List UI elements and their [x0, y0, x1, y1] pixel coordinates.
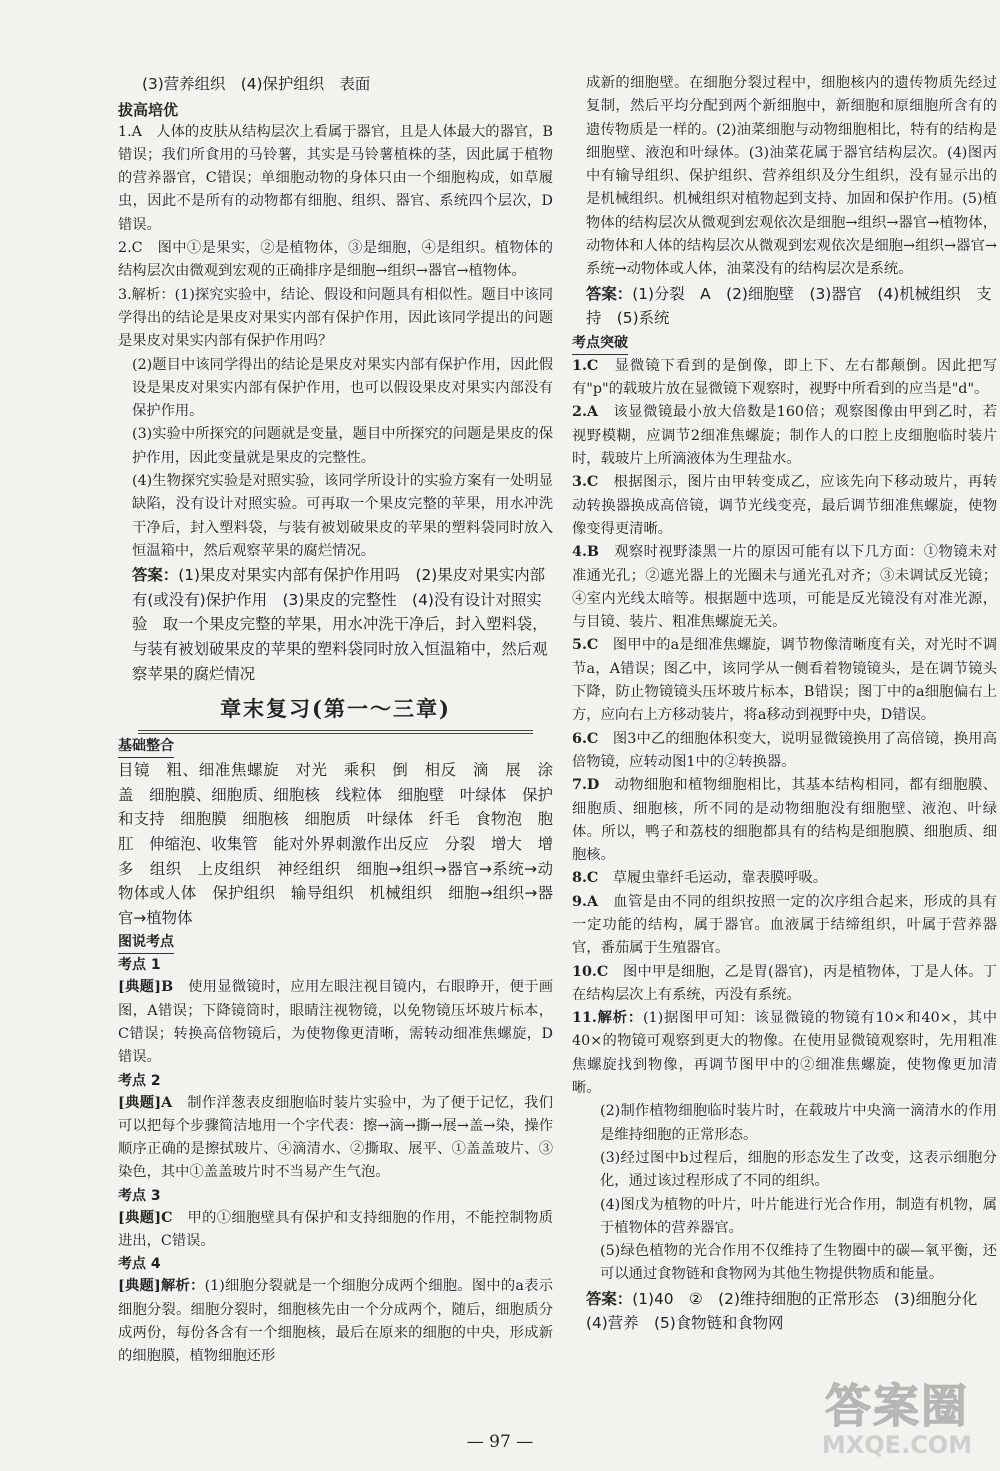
tupo-item: 8.C 草履虫靠纤毛运动，靠表膜呼吸。 [572, 870, 828, 887]
right-column [572, 72, 997, 1336]
answer-block [118, 563, 553, 686]
tupo-item: 4.B 观察时视野漆黑一片的原因可能有以下几方面：①物镜未对准通光孔；②遮光器上的光圈未与通光孔对齐；③未调试反光镜；④室内光线太暗等。根据题中选项，可能是反光镜没有对准光源，与目镜、装片、粗准焦螺旋无关。 [572, 544, 997, 631]
title-divider [138, 730, 533, 734]
answer-text: (1)分裂 A (2)细胞壁 (3)器官 (4)机械组织 支持 (5)系统 [586, 284, 992, 328]
tupo-item: 2.A 该显微镜最小放大倍数是160倍；观察图像由甲到乙时，若视野模糊，应调节2细准焦螺旋；制作人的口腔上皮细胞临时装片时，载玻片上所滴液体为生理盐水。 [572, 404, 997, 468]
tupo-item: 5.C 图甲中的a是细准焦螺旋，调节物像清晰度有关，对光时不调节a，A错误；图乙中，该同学从一侧看着物镜镜头，是在调节镜头下降，防止物镜镜头压坏玻片标本，B错误；图丁中的a细胞偏右上方，应向右上方移动装片，将a移动到视野中央，D错误。 [572, 637, 997, 724]
tupo-item: 3.C 根据图示，图片由甲转变成乙，应该先向下移动玻片，再转动转换器换成高倍镜，调节光线变亮，最后调节细准焦螺旋，使物像变得更清晰。 [572, 474, 997, 537]
kaodian-item: [典题]解析：(1)细胞分裂就是一个细胞分成两个细胞。图中的a表示细胞分裂。细胞分裂时，细胞核先由一个分成两个，随后，细胞质分成两份，每份各含有一个细胞核，最后在原来的细胞的中央，形成新的细胞膜，植物细胞还形 [118, 1278, 553, 1365]
left-column [118, 72, 569, 1369]
answer-label: 答案： [586, 284, 633, 303]
answer-item: 2.C 图中①是果实，②是植物体，③是细胞，④是组织。植物体的结构层次由微观到宏观的正确排序是细胞→组织→器官→植物体。 [118, 240, 553, 280]
answer-text: (1)果皮对果实内部有保护作用吗 (2)果皮对果实内部有(或没有)保护作用 (3)果皮的完整性 (4)没有设计对照实验 取一个果皮完整的苹果，用水冲洗干净后，封入塑料袋，与装有被划破果皮的苹果的塑料袋同时放入恒温箱中，然后观察苹果的腐烂情况 [132, 566, 548, 683]
tupo-item: 10.C 图中甲是细胞，乙是胃(器官)，丙是植物体，丁是人体。丁在结构层次上有系统，丙没有系统。 [572, 963, 997, 1003]
kaodian-label: 考点 2 [118, 1072, 161, 1089]
chapter-title: 章末复习(第一～三章) [220, 696, 451, 722]
answer-text: (1)40 ② (2)维持细胞的正常形态 (3)细胞分化 (4)营养 (5)食物链和食物网 [586, 1289, 993, 1333]
kaodian-label: 考点 4 [118, 1256, 161, 1273]
tupo-subitem: (4)图戊为植物的叶片，叶片能进行光合作用，制造有机物，属于植物体的营养器官。 [600, 1196, 997, 1236]
answer-label: 答案： [586, 1289, 633, 1308]
kaodian-label: 考点 1 [118, 957, 161, 974]
tupo-item: 6.C 图3中乙的细胞体积变大，说明显微镜换用了高倍镜，换用高倍物镜，应转动图1中的②转换器。 [572, 730, 997, 770]
watermark-url: MXQE.COM [821, 1431, 973, 1459]
top-line: (3)营养组织 (4)保护组织 表面 [142, 75, 371, 93]
section-heading-tushuo: 图说考点 [118, 932, 553, 954]
page-number: — 97 — [466, 1432, 534, 1452]
kaodian-item: [典题]C 甲的①细胞壁具有保护和支持细胞的作用，不能控制物质进出，C错误。 [118, 1209, 554, 1250]
watermark [812, 1380, 982, 1458]
tupo-subitem: (5)绿色植物的光合作用不仅维持了生物圈中的碳—氧平衡，还可以通过食物链和食物网为其他生物提供物质和能量。 [600, 1243, 997, 1283]
section-heading-tupo: 考点突破 [572, 333, 997, 355]
answer-item: (3)实验中所探究的问题就是变量，题目中所探究的问题是果皮的保护作用，因此变量就是果皮的完整性。 [132, 426, 553, 466]
answer-item: 1.A 人体的皮肤从结构层次上看属于器官，且是人体最大的器官，B错误；我们所食用的马铃薯，其实是马铃薯植株的茎，因此属于植物的营养器官，C错误；单细胞动物的身体只由一个细胞构成，如草履虫，因此不是所有的动物都有细胞、组织、器官、系统四个层次，D错误。 [118, 123, 553, 233]
kaodian-label: 考点 3 [118, 1187, 161, 1204]
tupo-subitem: (3)经过图中b过程后，细胞的形态发生了改变，这表示细胞分化，通过该过程形成了不同的组织。 [600, 1149, 997, 1190]
kaodian-item: [典题]B 使用显微镜时，应用左眼注视目镜内，右眼睁开，便于画图，A错误；下降镜筒时，眼睛注视物镜，以免物镜压坏玻片标本，C错误；转换高倍物镜后，为使物像更清晰，需转动细准焦螺旋，D错误。 [118, 979, 553, 1066]
tupo-item: 11.解析：(1)据图甲可知：该显微镜的物镜有10×和40×，其中40×的物镜可观察到更大的物像。在使用显微镜观察时，先用粗准焦螺旋找到物像，再调节图甲中的②细准焦螺旋，使物像更加清晰。 [572, 1010, 998, 1097]
tupo-item: 1.C 显微镜下看到的是倒像，即上下、左右都颠倒。因此把写有"p"的载玻片放在显微镜下观察时，视野中所看到的应当是"d"。 [572, 357, 997, 398]
kaodian-item: [典题]A 制作洋葱表皮细胞临时装片实验中，为了便于记忆，我们可以把每个步骤简洁地用一个字代表：擦→滴→撕→展→盖→染，操作顺序正确的是擦拭玻片、④滴清水、②撕取、展平、①盖盖玻片、③染色，其中①盖盖玻片时不当易产生气泡。 [118, 1094, 554, 1181]
tupo-subitem: (2)制作植物细胞临时装片时，在载玻片中央滴一滴清水的作用是维持细胞的正常形态。 [600, 1103, 997, 1143]
section-heading-bagao: 拔高培优 [118, 100, 179, 119]
answer-item: 3.解析：(1)探究实验中，结论、假设和问题具有相似性。题目中该同学得出的结论是果皮对果实内部有保护作用，因此该同学提出的问题是果皮对果实内部有保护作用吗？ [118, 286, 553, 350]
answer-block [572, 282, 997, 331]
watermark-logo: 答案圈 [825, 1379, 969, 1433]
section-heading-jichu: 基础整合 [118, 736, 553, 758]
tupo-item: 9.A 血管是由不同的组织按照一定的次序组合起来，形成的具有一定功能的结构，属于器官。血液属于结缔组织，叶属于营养器官，番茄属于生殖器官。 [572, 893, 997, 957]
tupo-item: 7.D 动物细胞和植物细胞相比，其基本结构相同，都有细胞膜、细胞质、细胞核，所不同的是动物细胞没有细胞壁、液泡、叶绿体。所以，鸭子和荔枝的细胞都具有的结构是细胞膜、细胞质、细胞核。 [572, 777, 997, 864]
basics-answers: 目镜 粗、细准焦螺旋 对光 乘积 倒 相反 滴 展 涂 盖 细胞膜、细胞质、细胞核 线粒体 细胞壁 叶绿体 保护和支持 细胞膜 细胞核 细胞质 叶绿体 纤毛 食物泡 胞肛 伸缩泡、收集管 能对外界刺激作出反应 分裂 增大 增多 组织 上皮组织 神经组织 细胞→组织→器官→系统→动物体或人体 保护组织 输导组织 机械组织 细胞→组织→器官→植物体 [118, 761, 569, 927]
answer-item: (2)题目中该同学得出的结论是果皮对果实内部有保护作用，因此假设是果皮对果实内部有保护作用，也可以假设果皮对果实内部没有保护作用。 [132, 356, 553, 420]
answer-item: (4)生物探究实验是对照实验，该同学所设计的实验方案有一处明显缺陷，没有设计对照实验。可再取一个果皮完整的苹果，用水冲洗干净后，封入塑料袋，与装有被划破果皮的苹果的塑料袋同时放入恒温箱中，然后观察苹果的腐烂情况。 [132, 473, 553, 559]
answer-block [572, 1287, 997, 1336]
answer-label: 答案： [132, 566, 179, 585]
continued-text: 成新的细胞壁。在细胞分裂过程中，细胞核内的遗传物质先经过复制，然后平均分配到两个新细胞中，新细胞和原细胞所含有的遗传物质是一样的。(2)油菜细胞与动物细胞相比，特有的结构是细胞壁、液泡和叶绿体。(3)油菜花属于器官结构层次。(4)图丙中有输导组织、保护组织、营养组织及分生组织，没有显示出的是机械组织。机械组织对植物起到支持、加固和保护作用。(5)植物体的结构层次从微观到宏观依次是细胞→组织→器官→植物体，动物体和人体的结构层次从微观到宏观依次是细胞→组织→器官→系统→动物体或人体，油菜没有的结构层次是系统。 [586, 75, 997, 278]
